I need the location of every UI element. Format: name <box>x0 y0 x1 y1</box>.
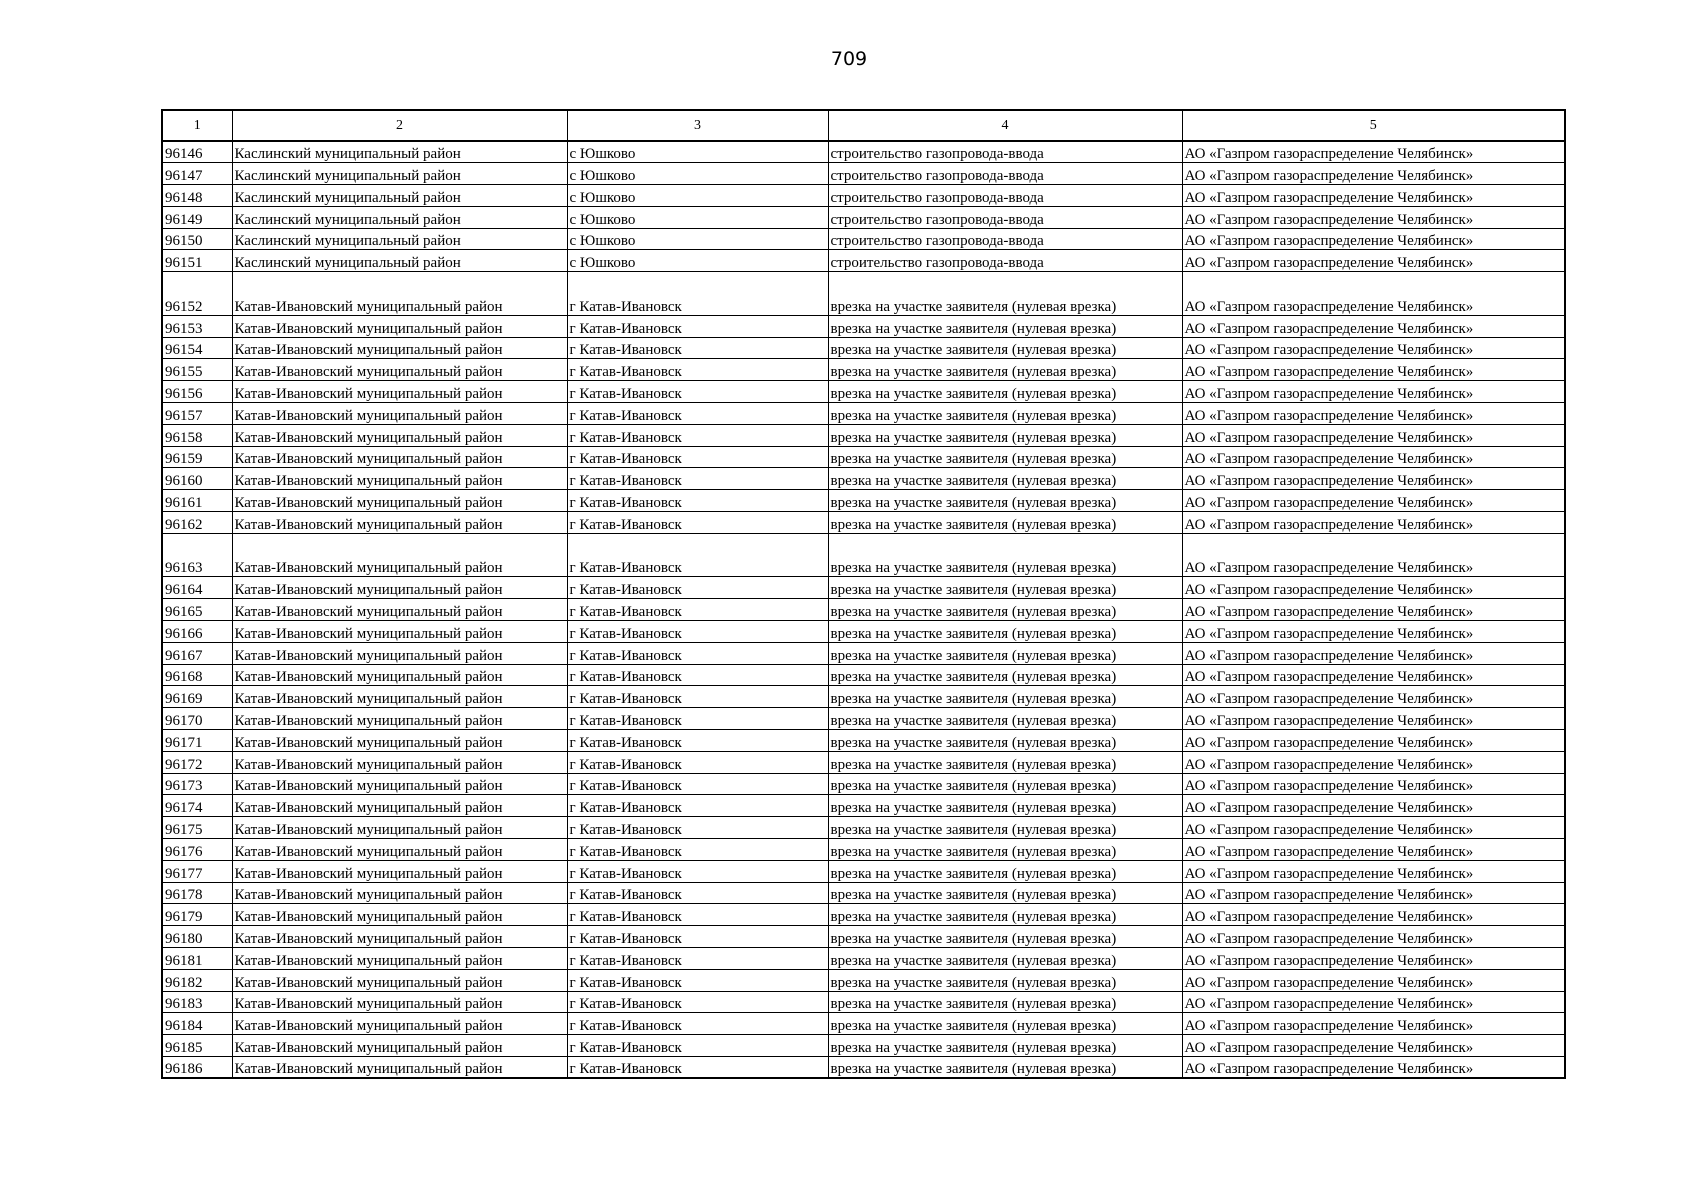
settlement-cell: г Катав-Ивановск <box>567 708 828 730</box>
table-row <box>162 315 1565 337</box>
work-type-cell: врезка на участке заявителя (нулевая врезка) <box>828 969 1182 991</box>
settlement-cell: г Катав-Ивановск <box>567 403 828 425</box>
row-number-cell: 96184 <box>162 1013 232 1035</box>
organization-cell: АО «Газпром газораспределение Челябинск» <box>1182 926 1565 948</box>
district-cell: Катав-Ивановский муниципальный район <box>232 621 567 643</box>
row-number-cell: 96165 <box>162 599 232 621</box>
district-cell: Катав-Ивановский муниципальный район <box>232 991 567 1013</box>
row-number-cell: 96146 <box>162 141 232 163</box>
settlement-cell: г Катав-Ивановск <box>567 773 828 795</box>
work-type-cell: врезка на участке заявителя (нулевая врезка) <box>828 991 1182 1013</box>
district-cell: Катав-Ивановский муниципальный район <box>232 403 567 425</box>
district-cell: Катав-Ивановский муниципальный район <box>232 468 567 490</box>
table-row <box>162 272 1565 316</box>
settlement-cell: г Катав-Ивановск <box>567 860 828 882</box>
organization-cell: АО «Газпром газораспределение Челябинск» <box>1182 403 1565 425</box>
row-number-cell: 96182 <box>162 969 232 991</box>
table-row <box>162 490 1565 512</box>
column-header-2: 2 <box>232 110 567 141</box>
organization-cell: АО «Газпром газораспределение Челябинск» <box>1182 446 1565 468</box>
table-row <box>162 926 1565 948</box>
settlement-cell: с Юшково <box>567 206 828 228</box>
organization-cell: АО «Газпром газораспределение Челябинск» <box>1182 947 1565 969</box>
column-header-3: 3 <box>567 110 828 141</box>
column-header-5: 5 <box>1182 110 1565 141</box>
organization-cell: АО «Газпром газораспределение Челябинск» <box>1182 991 1565 1013</box>
table-row <box>162 621 1565 643</box>
table-row <box>162 904 1565 926</box>
table-row <box>162 163 1565 185</box>
table-row <box>162 1013 1565 1035</box>
row-number-cell: 96172 <box>162 751 232 773</box>
row-number-cell: 96157 <box>162 403 232 425</box>
district-cell: Катав-Ивановский муниципальный район <box>232 795 567 817</box>
row-number-cell: 96158 <box>162 424 232 446</box>
work-type-cell: врезка на участке заявителя (нулевая врезка) <box>828 664 1182 686</box>
table-row <box>162 206 1565 228</box>
settlement-cell: с Юшково <box>567 228 828 250</box>
district-cell: Катав-Ивановский муниципальный район <box>232 664 567 686</box>
table-row <box>162 403 1565 425</box>
settlement-cell: г Катав-Ивановск <box>567 751 828 773</box>
district-cell: Катав-Ивановский муниципальный район <box>232 381 567 403</box>
organization-cell: АО «Газпром газораспределение Челябинск» <box>1182 272 1565 316</box>
table-row <box>162 1035 1565 1057</box>
settlement-cell: г Катав-Ивановск <box>567 1013 828 1035</box>
settlement-cell: г Катав-Ивановск <box>567 686 828 708</box>
organization-cell: АО «Газпром газораспределение Челябинск» <box>1182 577 1565 599</box>
table-row <box>162 228 1565 250</box>
organization-cell: АО «Газпром газораспределение Челябинск» <box>1182 751 1565 773</box>
work-type-cell: врезка на участке заявителя (нулевая врезка) <box>828 468 1182 490</box>
row-number-cell: 96179 <box>162 904 232 926</box>
settlement-cell: г Катав-Ивановск <box>567 839 828 861</box>
work-type-cell: врезка на участке заявителя (нулевая врезка) <box>828 337 1182 359</box>
district-cell: Катав-Ивановский муниципальный район <box>232 490 567 512</box>
work-type-cell: врезка на участке заявителя (нулевая врезка) <box>828 512 1182 534</box>
organization-cell: АО «Газпром газораспределение Челябинск» <box>1182 969 1565 991</box>
district-cell: Катав-Ивановский муниципальный район <box>232 642 567 664</box>
work-type-cell: врезка на участке заявителя (нулевая врезка) <box>828 403 1182 425</box>
row-number-cell: 96156 <box>162 381 232 403</box>
district-cell: Катав-Ивановский муниципальный район <box>232 686 567 708</box>
row-number-cell: 96173 <box>162 773 232 795</box>
work-type-cell: врезка на участке заявителя (нулевая врезка) <box>828 751 1182 773</box>
work-type-cell: врезка на участке заявителя (нулевая врезка) <box>828 839 1182 861</box>
row-number-cell: 96183 <box>162 991 232 1013</box>
table-row <box>162 947 1565 969</box>
registry-table <box>161 109 1566 1079</box>
work-type-cell: врезка на участке заявителя (нулевая врезка) <box>828 599 1182 621</box>
work-type-cell: врезка на участке заявителя (нулевая врезка) <box>828 926 1182 948</box>
work-type-cell: строительство газопровода-ввода <box>828 163 1182 185</box>
row-number-cell: 96185 <box>162 1035 232 1057</box>
work-type-cell: врезка на участке заявителя (нулевая врезка) <box>828 1035 1182 1057</box>
row-number-cell: 96166 <box>162 621 232 643</box>
organization-cell: АО «Газпром газораспределение Челябинск» <box>1182 599 1565 621</box>
row-number-cell: 96177 <box>162 860 232 882</box>
settlement-cell: с Юшково <box>567 185 828 207</box>
work-type-cell: строительство газопровода-ввода <box>828 185 1182 207</box>
organization-cell: АО «Газпром газораспределение Челябинск» <box>1182 708 1565 730</box>
district-cell: Катав-Ивановский муниципальный район <box>232 1035 567 1057</box>
table-row <box>162 337 1565 359</box>
page-number: 709 <box>830 48 868 70</box>
district-cell: Катав-Ивановский муниципальный район <box>232 533 567 577</box>
settlement-cell: с Юшково <box>567 141 828 163</box>
row-number-cell: 96150 <box>162 228 232 250</box>
work-type-cell: строительство газопровода-ввода <box>828 250 1182 272</box>
row-number-cell: 96149 <box>162 206 232 228</box>
district-cell: Каслинский муниципальный район <box>232 228 567 250</box>
settlement-cell: г Катав-Ивановск <box>567 642 828 664</box>
district-cell: Катав-Ивановский муниципальный район <box>232 708 567 730</box>
settlement-cell: г Катав-Ивановск <box>567 599 828 621</box>
work-type-cell: врезка на участке заявителя (нулевая врезка) <box>828 686 1182 708</box>
row-number-cell: 96161 <box>162 490 232 512</box>
row-number-cell: 96154 <box>162 337 232 359</box>
settlement-cell: г Катав-Ивановск <box>567 926 828 948</box>
row-number-cell: 96162 <box>162 512 232 534</box>
row-number-cell: 96164 <box>162 577 232 599</box>
row-number-cell: 96160 <box>162 468 232 490</box>
work-type-cell: врезка на участке заявителя (нулевая врезка) <box>828 730 1182 752</box>
district-cell: Катав-Ивановский муниципальный район <box>232 424 567 446</box>
settlement-cell: г Катав-Ивановск <box>567 1056 828 1078</box>
table-row <box>162 446 1565 468</box>
settlement-cell: г Катав-Ивановск <box>567 468 828 490</box>
organization-cell: АО «Газпром газораспределение Челябинск» <box>1182 642 1565 664</box>
row-number-cell: 96175 <box>162 817 232 839</box>
row-number-cell: 96180 <box>162 926 232 948</box>
row-number-cell: 96151 <box>162 250 232 272</box>
district-cell: Катав-Ивановский муниципальный район <box>232 272 567 316</box>
organization-cell: АО «Газпром газораспределение Челябинск» <box>1182 228 1565 250</box>
settlement-cell: г Катав-Ивановск <box>567 795 828 817</box>
organization-cell: АО «Газпром газораспределение Челябинск» <box>1182 664 1565 686</box>
table-row <box>162 359 1565 381</box>
district-cell: Каслинский муниципальный район <box>232 185 567 207</box>
organization-cell: АО «Газпром газораспределение Челябинск» <box>1182 621 1565 643</box>
table-row <box>162 839 1565 861</box>
settlement-cell: г Катав-Ивановск <box>567 337 828 359</box>
work-type-cell: врезка на участке заявителя (нулевая врезка) <box>828 533 1182 577</box>
row-number-cell: 96171 <box>162 730 232 752</box>
settlement-cell: г Катав-Ивановск <box>567 817 828 839</box>
row-number-cell: 96186 <box>162 1056 232 1078</box>
table-row <box>162 686 1565 708</box>
table-row <box>162 381 1565 403</box>
table-row <box>162 424 1565 446</box>
organization-cell: АО «Газпром газораспределение Челябинск» <box>1182 817 1565 839</box>
settlement-cell: г Катав-Ивановск <box>567 730 828 752</box>
table-row <box>162 969 1565 991</box>
district-cell: Катав-Ивановский муниципальный район <box>232 577 567 599</box>
organization-cell: АО «Газпром газораспределение Челябинск» <box>1182 533 1565 577</box>
table-row <box>162 795 1565 817</box>
row-number-cell: 96147 <box>162 163 232 185</box>
district-cell: Катав-Ивановский муниципальный район <box>232 315 567 337</box>
district-cell: Катав-Ивановский муниципальный район <box>232 512 567 534</box>
work-type-cell: врезка на участке заявителя (нулевая врезка) <box>828 947 1182 969</box>
table-body <box>162 141 1565 1078</box>
table-header-row <box>162 110 1565 141</box>
district-cell: Катав-Ивановский муниципальный район <box>232 359 567 381</box>
settlement-cell: г Катав-Ивановск <box>567 991 828 1013</box>
row-number-cell: 96174 <box>162 795 232 817</box>
organization-cell: АО «Газпром газораспределение Челябинск» <box>1182 141 1565 163</box>
district-cell: Катав-Ивановский муниципальный район <box>232 337 567 359</box>
settlement-cell: г Катав-Ивановск <box>567 947 828 969</box>
settlement-cell: г Катав-Ивановск <box>567 664 828 686</box>
district-cell: Катав-Ивановский муниципальный район <box>232 1056 567 1078</box>
settlement-cell: г Катав-Ивановск <box>567 1035 828 1057</box>
table-row <box>162 751 1565 773</box>
organization-cell: АО «Газпром газораспределение Челябинск» <box>1182 1013 1565 1035</box>
work-type-cell: строительство газопровода-ввода <box>828 228 1182 250</box>
organization-cell: АО «Газпром газораспределение Челябинск» <box>1182 468 1565 490</box>
organization-cell: АО «Газпром газораспределение Челябинск» <box>1182 315 1565 337</box>
work-type-cell: врезка на участке заявителя (нулевая врезка) <box>828 708 1182 730</box>
settlement-cell: г Катав-Ивановск <box>567 381 828 403</box>
table-row <box>162 577 1565 599</box>
district-cell: Катав-Ивановский муниципальный район <box>232 904 567 926</box>
table-row <box>162 642 1565 664</box>
organization-cell: АО «Газпром газораспределение Челябинск» <box>1182 163 1565 185</box>
column-header-1: 1 <box>162 110 232 141</box>
work-type-cell: врезка на участке заявителя (нулевая врезка) <box>828 904 1182 926</box>
organization-cell: АО «Газпром газораспределение Челябинск» <box>1182 860 1565 882</box>
table-row <box>162 730 1565 752</box>
settlement-cell: с Юшково <box>567 250 828 272</box>
table-row <box>162 773 1565 795</box>
work-type-cell: врезка на участке заявителя (нулевая врезка) <box>828 1056 1182 1078</box>
table-row <box>162 512 1565 534</box>
district-cell: Катав-Ивановский муниципальный район <box>232 860 567 882</box>
row-number-cell: 96152 <box>162 272 232 316</box>
district-cell: Катав-Ивановский муниципальный район <box>232 446 567 468</box>
column-header-4: 4 <box>828 110 1182 141</box>
district-cell: Катав-Ивановский муниципальный район <box>232 926 567 948</box>
district-cell: Каслинский муниципальный район <box>232 250 567 272</box>
work-type-cell: врезка на участке заявителя (нулевая врезка) <box>828 490 1182 512</box>
table-row <box>162 250 1565 272</box>
organization-cell: АО «Газпром газораспределение Челябинск» <box>1182 839 1565 861</box>
district-cell: Катав-Ивановский муниципальный район <box>232 1013 567 1035</box>
settlement-cell: с Юшково <box>567 163 828 185</box>
district-cell: Катав-Ивановский муниципальный район <box>232 751 567 773</box>
table-row <box>162 882 1565 904</box>
table-row <box>162 468 1565 490</box>
district-cell: Каслинский муниципальный район <box>232 141 567 163</box>
settlement-cell: г Катав-Ивановск <box>567 359 828 381</box>
district-cell: Каслинский муниципальный район <box>232 206 567 228</box>
work-type-cell: врезка на участке заявителя (нулевая врезка) <box>828 1013 1182 1035</box>
row-number-cell: 96163 <box>162 533 232 577</box>
row-number-cell: 96181 <box>162 947 232 969</box>
work-type-cell: врезка на участке заявителя (нулевая врезка) <box>828 860 1182 882</box>
settlement-cell: г Катав-Ивановск <box>567 272 828 316</box>
work-type-cell: врезка на участке заявителя (нулевая врезка) <box>828 817 1182 839</box>
settlement-cell: г Катав-Ивановск <box>567 621 828 643</box>
table-row <box>162 1056 1565 1078</box>
row-number-cell: 96155 <box>162 359 232 381</box>
district-cell: Катав-Ивановский муниципальный район <box>232 773 567 795</box>
work-type-cell: врезка на участке заявителя (нулевая врезка) <box>828 315 1182 337</box>
work-type-cell: врезка на участке заявителя (нулевая врезка) <box>828 359 1182 381</box>
organization-cell: АО «Газпром газораспределение Челябинск» <box>1182 490 1565 512</box>
work-type-cell: врезка на участке заявителя (нулевая врезка) <box>828 773 1182 795</box>
settlement-cell: г Катав-Ивановск <box>567 577 828 599</box>
district-cell: Каслинский муниципальный район <box>232 163 567 185</box>
row-number-cell: 96167 <box>162 642 232 664</box>
organization-cell: АО «Газпром газораспределение Челябинск» <box>1182 882 1565 904</box>
district-cell: Катав-Ивановский муниципальный район <box>232 730 567 752</box>
settlement-cell: г Катав-Ивановск <box>567 882 828 904</box>
work-type-cell: врезка на участке заявителя (нулевая врезка) <box>828 424 1182 446</box>
work-type-cell: врезка на участке заявителя (нулевая врезка) <box>828 272 1182 316</box>
table-row <box>162 991 1565 1013</box>
settlement-cell: г Катав-Ивановск <box>567 512 828 534</box>
row-number-cell: 96178 <box>162 882 232 904</box>
organization-cell: АО «Газпром газораспределение Челябинск» <box>1182 730 1565 752</box>
work-type-cell: врезка на участке заявителя (нулевая врезка) <box>828 621 1182 643</box>
settlement-cell: г Катав-Ивановск <box>567 533 828 577</box>
organization-cell: АО «Газпром газораспределение Челябинск» <box>1182 424 1565 446</box>
work-type-cell: врезка на участке заявителя (нулевая врезка) <box>828 882 1182 904</box>
organization-cell: АО «Газпром газораспределение Челябинск» <box>1182 512 1565 534</box>
organization-cell: АО «Газпром газораспределение Челябинск» <box>1182 795 1565 817</box>
work-type-cell: врезка на участке заявителя (нулевая врезка) <box>828 577 1182 599</box>
organization-cell: АО «Газпром газораспределение Челябинск» <box>1182 1056 1565 1078</box>
table-row <box>162 185 1565 207</box>
organization-cell: АО «Газпром газораспределение Челябинск» <box>1182 381 1565 403</box>
table-row <box>162 664 1565 686</box>
district-cell: Катав-Ивановский муниципальный район <box>232 947 567 969</box>
table-row <box>162 708 1565 730</box>
organization-cell: АО «Газпром газораспределение Челябинск» <box>1182 1035 1565 1057</box>
settlement-cell: г Катав-Ивановск <box>567 490 828 512</box>
settlement-cell: г Катав-Ивановск <box>567 446 828 468</box>
settlement-cell: г Катав-Ивановск <box>567 969 828 991</box>
organization-cell: АО «Газпром газораспределение Челябинск» <box>1182 359 1565 381</box>
table-row <box>162 817 1565 839</box>
work-type-cell: врезка на участке заявителя (нулевая врезка) <box>828 795 1182 817</box>
district-cell: Катав-Ивановский муниципальный район <box>232 839 567 861</box>
settlement-cell: г Катав-Ивановск <box>567 424 828 446</box>
organization-cell: АО «Газпром газораспределение Челябинск» <box>1182 206 1565 228</box>
organization-cell: АО «Газпром газораспределение Челябинск» <box>1182 686 1565 708</box>
work-type-cell: врезка на участке заявителя (нулевая врезка) <box>828 446 1182 468</box>
row-number-cell: 96170 <box>162 708 232 730</box>
table-row <box>162 533 1565 577</box>
organization-cell: АО «Газпром газораспределение Челябинск» <box>1182 337 1565 359</box>
row-number-cell: 96159 <box>162 446 232 468</box>
work-type-cell: врезка на участке заявителя (нулевая врезка) <box>828 381 1182 403</box>
table-row <box>162 860 1565 882</box>
district-cell: Катав-Ивановский муниципальный район <box>232 882 567 904</box>
organization-cell: АО «Газпром газораспределение Челябинск» <box>1182 904 1565 926</box>
work-type-cell: врезка на участке заявителя (нулевая врезка) <box>828 642 1182 664</box>
organization-cell: АО «Газпром газораспределение Челябинск» <box>1182 773 1565 795</box>
district-cell: Катав-Ивановский муниципальный район <box>232 599 567 621</box>
row-number-cell: 96168 <box>162 664 232 686</box>
row-number-cell: 96169 <box>162 686 232 708</box>
row-number-cell: 96153 <box>162 315 232 337</box>
district-cell: Катав-Ивановский муниципальный район <box>232 969 567 991</box>
settlement-cell: г Катав-Ивановск <box>567 904 828 926</box>
table-row <box>162 141 1565 163</box>
row-number-cell: 96176 <box>162 839 232 861</box>
organization-cell: АО «Газпром газораспределение Челябинск» <box>1182 250 1565 272</box>
row-number-cell: 96148 <box>162 185 232 207</box>
settlement-cell: г Катав-Ивановск <box>567 315 828 337</box>
work-type-cell: строительство газопровода-ввода <box>828 141 1182 163</box>
table-row <box>162 599 1565 621</box>
organization-cell: АО «Газпром газораспределение Челябинск» <box>1182 185 1565 207</box>
district-cell: Катав-Ивановский муниципальный район <box>232 817 567 839</box>
work-type-cell: строительство газопровода-ввода <box>828 206 1182 228</box>
